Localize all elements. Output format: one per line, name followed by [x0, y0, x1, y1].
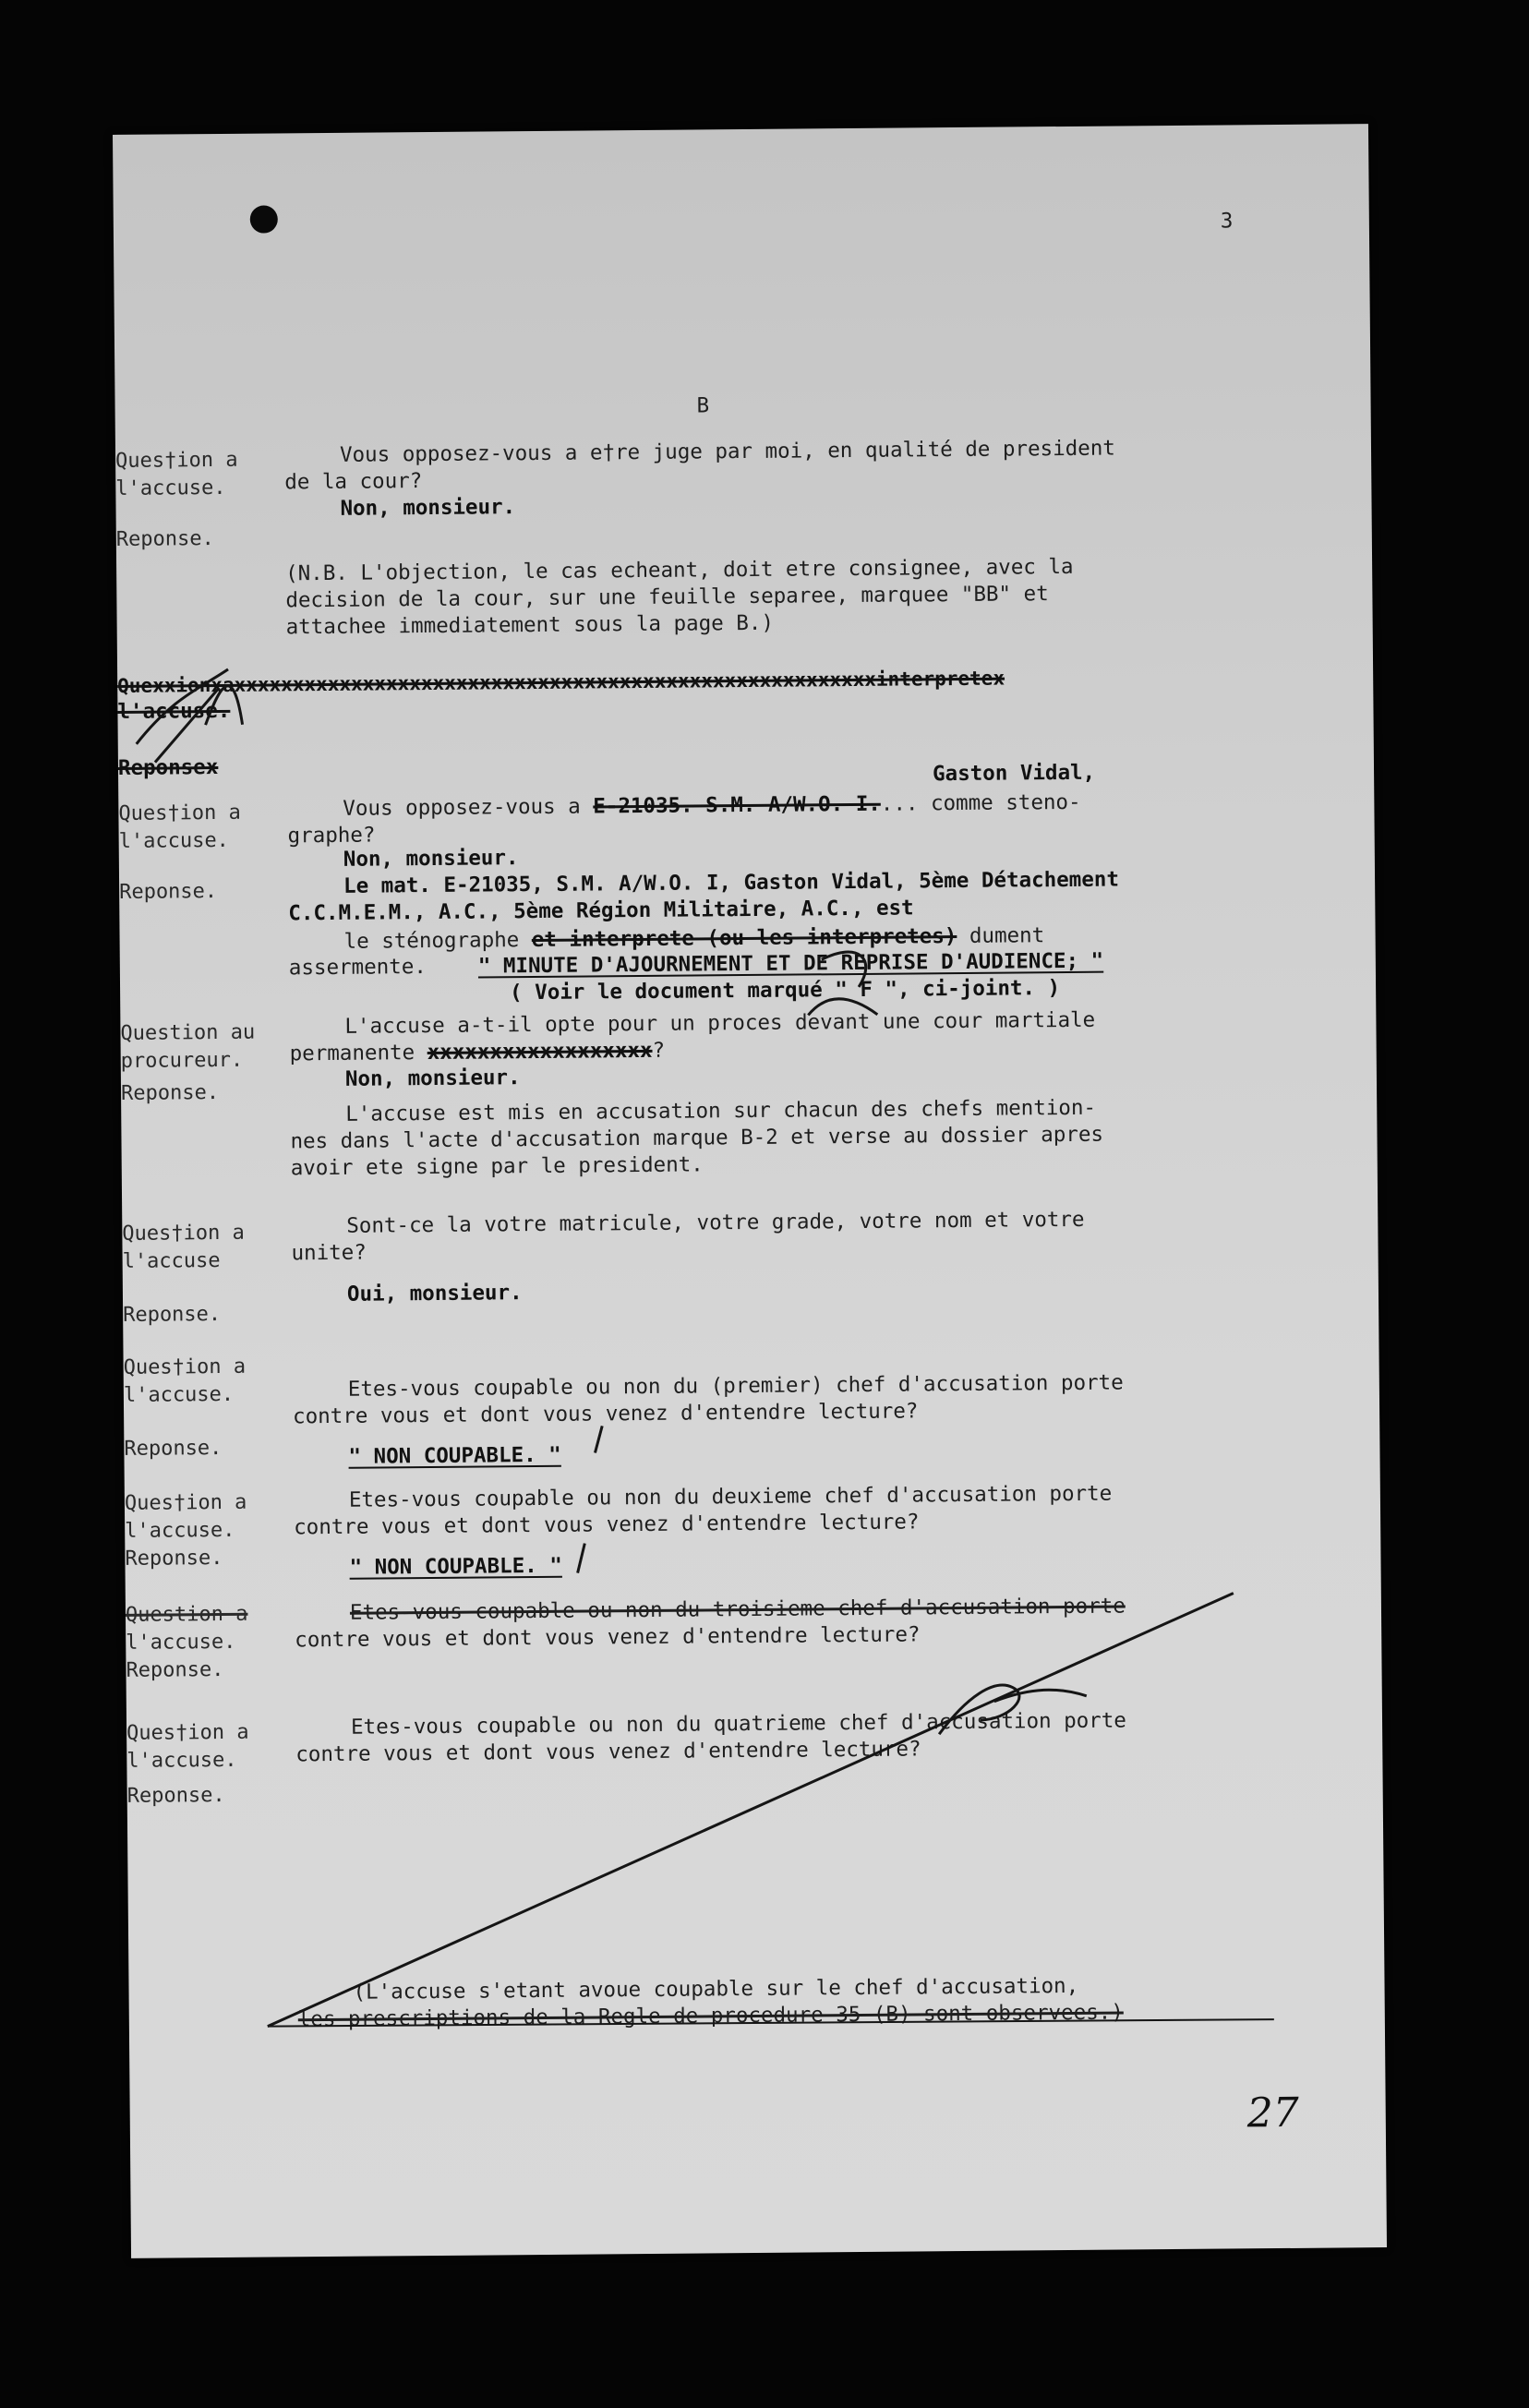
question-label: l'accuse.: [115, 476, 226, 500]
question-label: Ques†ion a: [114, 448, 238, 473]
question-label: l'accuse.: [126, 1630, 236, 1655]
check-mark: [595, 1426, 602, 1452]
question-text: Etes-vous coupable ou non du deuxieme chef d'accusation porte: [348, 1481, 1113, 1512]
question-label: procureur.: [120, 1048, 244, 1073]
question-label: Question a: [125, 1602, 248, 1627]
struck-line: Reponsex: [117, 755, 219, 780]
question-label: l'accuse.: [118, 828, 229, 853]
response-label: Reponse.: [124, 1436, 223, 1461]
question-text: Etes-vous coupable ou non du troisieme chef d'accusation porte: [349, 1594, 1126, 1625]
question-label: l'accuse.: [123, 1382, 235, 1407]
question-label: l'accuse: [122, 1249, 221, 1273]
handwriting-overlay: [113, 124, 1387, 2258]
question-prefix: permanente: [289, 1041, 427, 1066]
plea-answer: " NON COUPABLE. ": [348, 1442, 561, 1469]
question-label: Ques†ion a: [123, 1354, 247, 1379]
question-suffix: ... comme steno-: [880, 789, 1081, 816]
question-text: Sont-ce la votre matricule, votre grade, votre nom et votre: [346, 1207, 1085, 1238]
response-label: Reponse.: [125, 1546, 223, 1571]
response-label: Reponse.: [123, 1303, 222, 1327]
bottom-cancel-stroke: [268, 2017, 1274, 2029]
question-text: L'accuse a-t-il opte pour un proces devant une cour martiale: [344, 1007, 1096, 1039]
question-text: contre vous et dont vous venez d'entendre lecture?: [295, 1737, 921, 1767]
struck-line: Quexxionxaxxxxxxxxxxxxxxxxxxxxxxxxxxxxxxxxxxxxxxxxxxxxxxxxxxxxxxxinterpretex: [117, 667, 1005, 697]
answer-text: Oui, monsieur.: [346, 1281, 523, 1306]
question-label: l'accuse.: [125, 1518, 235, 1543]
closing-text: les prescriptions de la Regle de procedure 35 (B) sont observees.): [297, 2000, 1124, 2032]
question-label: Ques†ion a: [126, 1720, 249, 1745]
question-suffix: ?: [652, 1038, 666, 1063]
question-label: Ques†ion a: [118, 801, 241, 825]
question-prefix: Vous opposez-vous a: [343, 794, 594, 821]
minute-reference: ( Voir le document marqué " F ", ci-joint. ): [510, 976, 1061, 1005]
note-text: (N.B. L'objection, le cas echeant, doit etre consignee, avec la: [285, 554, 1074, 586]
response-label: Reponse.: [120, 1081, 220, 1105]
note-text: attachee immediatement sous la page B.): [285, 610, 775, 640]
struck-line: l'accuse.: [117, 698, 231, 724]
struck-identifier: E-21035. S.M. A/W.O. I.: [593, 791, 881, 819]
page-number: 3: [1220, 209, 1234, 234]
response-label: Reponse.: [126, 1783, 225, 1808]
statement-text: L'accuse est mis en accusation sur chacun des chefs mention-: [345, 1095, 1097, 1126]
question-text: graphe?: [287, 823, 376, 849]
question-label: Ques†ion a: [124, 1490, 247, 1515]
question-text: de la cour?: [284, 469, 423, 495]
answer-text: Non, monsieur.: [344, 1066, 521, 1091]
answer-text: Non, monsieur.: [340, 495, 516, 521]
answer-text: Non, monsieur.: [343, 846, 519, 872]
response-label: Reponse.: [126, 1657, 224, 1682]
statement-text: avoir ete signe par le president.: [290, 1152, 704, 1181]
question-label: Ques†ion a: [122, 1221, 245, 1246]
note-text: decision de la cour, sur une feuille separee, marquee "BB" et: [285, 582, 1049, 613]
question-label: l'accuse.: [126, 1748, 237, 1773]
plea-answer: " NON COUPABLE. ": [349, 1553, 562, 1580]
question-label: Question au: [120, 1020, 256, 1045]
struck-text: xxxxxxxxxxxxxxxxxx: [427, 1038, 653, 1066]
stenographer-line: Le mat. E-21035, S.M. A/W.O. I, Gaston Vidal, 5ème Détachement: [343, 867, 1120, 898]
response-label: Reponse.: [115, 527, 214, 551]
steno-prefix: le sténographe: [343, 928, 532, 954]
check-mark: [577, 1544, 584, 1573]
statement-text: nes dans l'acte d'accusation marque B-2 et verse au dossier apres: [290, 1122, 1104, 1154]
initials-mark: [808, 952, 878, 1016]
response-label: Reponse.: [119, 880, 218, 904]
handwritten-page-number: 27: [1246, 2089, 1299, 2137]
question-text: contre vous et dont vous venez d'entendre lecture?: [295, 1622, 921, 1653]
section-letter: B: [696, 393, 710, 418]
steno-suffix: dument: [957, 923, 1045, 949]
stenographer-line: C.C.M.E.M., A.C., 5ème Région Militaire, A.C., est: [288, 896, 914, 926]
name-annotation: Gaston Vidal,: [932, 760, 1096, 787]
document-page: [113, 124, 1387, 2258]
question-text: unite?: [291, 1240, 367, 1266]
minute-title: " MINUTE D'AJOURNEMENT ET DE REPRISE D'AUDIENCE; ": [477, 948, 1104, 979]
closing-text: (L'accuse s'etant avoue coupable sur le chef d'accusation,: [353, 1973, 1079, 2005]
sworn-text: assermente.: [288, 955, 427, 981]
diagonal-cancel-stroke: [264, 1593, 1237, 2026]
question-text: contre vous et dont vous venez d'entendre lecture?: [292, 1399, 919, 1429]
question-text: Vous opposez-vous a e†re juge par moi, en qualité de president: [339, 436, 1115, 467]
question-text: Etes-vous coupable ou non du (premier) chef d'accusation porte: [347, 1370, 1124, 1402]
question-text: Etes-vous coupable ou non du quatrieme chef d'accusation porte: [350, 1708, 1127, 1740]
scribble-mark: [136, 669, 243, 763]
struck-interpreter: et interprete (ou les interpretes): [531, 924, 957, 953]
question-text: contre vous et dont vous venez d'entendre lecture?: [294, 1510, 920, 1540]
